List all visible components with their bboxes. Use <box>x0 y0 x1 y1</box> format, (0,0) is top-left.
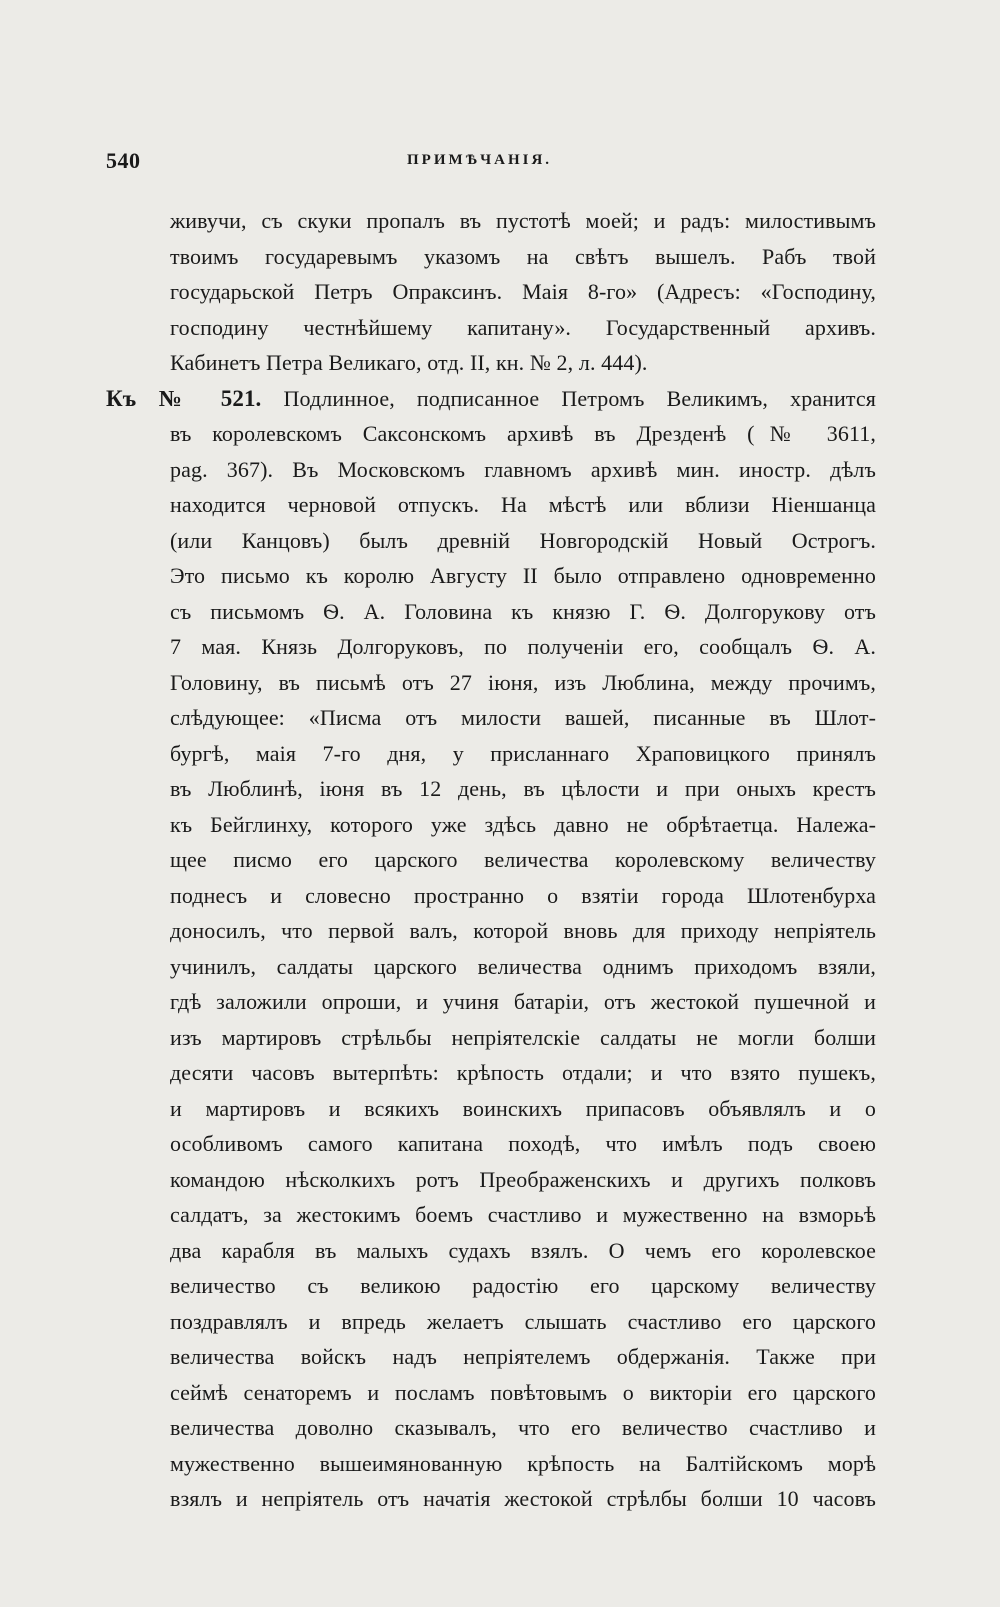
text-line: поднесъ и словесно пространно о взятіи города Шлотенбурха <box>170 882 876 908</box>
text-line: салдатъ, за жестокимъ боемъ счастливо и мужественно на взморьѣ <box>170 1202 876 1227</box>
text-line: два карабля въ малыхъ судахъ взялъ. О чемъ его королевское <box>170 1237 876 1263</box>
text-line: Головину, въ письмѣ отъ 27 іюня, изъ Люблина, между прочимъ, <box>170 669 876 695</box>
text-line: (или Канцовъ) былъ древній Новгородскій Новый Острогъ. <box>170 527 876 553</box>
text-line: государьской Петръ Опраксинъ. Маія 8-го» (Адресъ: «Господину, <box>170 279 876 304</box>
text-line: бургѣ, маія 7-го дня, у присланнаго Храповицкого принялъ <box>170 740 876 766</box>
text-line: съ письмомъ Ѳ. А. Головина къ князю Г. Ѳ. Долгорукову отъ <box>170 598 876 624</box>
text-line: pag. 367). Въ Московскомъ главномъ архивѣ мин. иностр. дѣлъ <box>170 456 876 482</box>
text-line <box>106 381 876 417</box>
text-line: сеймѣ сенаторемъ и посламъ повѣтовымъ о викторіи его царского <box>170 1379 876 1405</box>
text-line: мужественно вышеимянованную крѣпость на Балтійскомъ морѣ <box>170 1450 876 1476</box>
text-line: Кабинетъ Петра Великаго, отд. II, кн. № 2, л. 444). <box>170 350 648 375</box>
text-line: поздравлялъ и впредь желаетъ слышать счастливо его царского <box>170 1308 876 1334</box>
note-label: Къ № 521. <box>106 385 262 411</box>
note-text: Подлинное, подписанное Петромъ Великимъ, хранится <box>283 385 876 411</box>
text-line: гдѣ заложили опроши, и учиня батаріи, отъ жестокой пушечной и <box>170 989 876 1014</box>
text-line: къ Бейглинху, которого уже здѣсь давно не обрѣтаетца. Належа- <box>170 811 876 837</box>
page-number: 540 <box>106 148 141 173</box>
text-line: и мартировъ и всякихъ воинскихъ припасовъ объявлялъ и о <box>170 1095 876 1121</box>
text-line: величество съ великою радостію его царскому величеству <box>170 1273 876 1298</box>
text-line: взялъ и непріятель отъ начатія жестокой стрѣлбы болши 10 часовъ <box>170 1486 876 1511</box>
text-line: командою нѣсколкихъ ротъ Преображенскихъ и другихъ полковъ <box>170 1166 876 1192</box>
text-line: учинилъ, салдаты царского величества однимъ приходомъ взяли, <box>170 953 876 979</box>
text-line: особливомъ самого капитана походѣ, что имѣлъ подъ своею <box>170 1131 876 1156</box>
page-header <box>106 148 876 178</box>
text-line: слѣдующее: «Писма отъ милости вашей, писанные въ Шлот- <box>170 705 876 730</box>
text-line: въ Люблинѣ, іюня въ 12 день, въ цѣлости и при оныхъ крестъ <box>170 776 876 801</box>
text-line: живучи, съ скуки пропалъ въ пустотѣ моей; и радъ: милостивымъ <box>170 208 876 233</box>
text-line: изъ мартировъ стрѣльбы непріятелскіе салдаты не могли болши <box>170 1024 876 1050</box>
text-line: величества войскъ надъ непріятелемъ обдержанія. Также при <box>170 1344 876 1369</box>
text-line: твоимъ государевымъ указомъ на свѣтъ вышелъ. Рабъ твой <box>170 243 876 269</box>
text-line: находится черновой отпускъ. На мѣстѣ или вблизи Ніеншанца <box>170 492 876 517</box>
text-line: въ королевскомъ Саксонскомъ архивѣ въ Дрезденѣ (№ 3611, <box>170 421 876 446</box>
text-line: доносилъ, что первой валъ, которой вновь для приходу непріятель <box>170 918 876 943</box>
running-title: ПРИМѢЧАНІЯ. <box>407 152 553 168</box>
text-line: господину честнѣйшему капитану». Государственный архивъ. <box>170 314 876 340</box>
text-line: десяти часовъ вытерпѣть: крѣпость отдали; и что взято пушекъ, <box>170 1060 876 1085</box>
body-text <box>106 203 876 1517</box>
text-line: величества доволно сказывалъ, что его величество счастливо и <box>170 1415 876 1440</box>
text-line: щее писмо его царского величества королевскому величеству <box>170 847 876 872</box>
text-line: Это письмо къ королю Августу II было отправлено одновременно <box>170 563 876 588</box>
text-line: 7 мая. Князь Долгоруковъ, по полученіи его, сообщалъ Ѳ. А. <box>170 634 876 659</box>
